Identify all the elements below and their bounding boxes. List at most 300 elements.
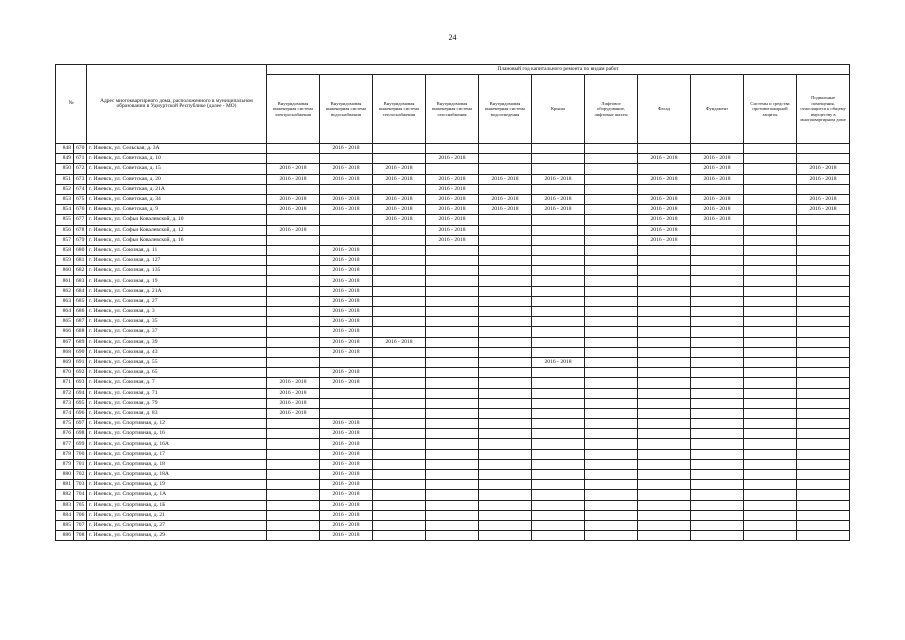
period-cell bbox=[373, 235, 426, 245]
period-cell bbox=[585, 388, 638, 398]
period-cell bbox=[691, 296, 744, 306]
mo-number: 698 bbox=[74, 429, 87, 439]
period-cell bbox=[479, 378, 532, 388]
mo-number: 700 bbox=[74, 449, 87, 459]
period-cell bbox=[426, 398, 479, 408]
row-number: 849 bbox=[56, 154, 74, 164]
period-cell bbox=[426, 480, 479, 490]
period-cell bbox=[691, 490, 744, 500]
period-cell: 2016 - 2018 bbox=[426, 194, 479, 204]
period-cell bbox=[744, 317, 797, 327]
period-cell bbox=[691, 398, 744, 408]
period-cell bbox=[744, 174, 797, 184]
period-cell bbox=[532, 286, 585, 296]
header-column: Внутридомовая инженерная система электроснабжения bbox=[267, 75, 320, 144]
address-cell: г. Ижевск, ул. Союзная, д. 19 bbox=[87, 276, 267, 286]
period-cell bbox=[585, 429, 638, 439]
period-cell bbox=[267, 337, 320, 347]
period-cell bbox=[373, 296, 426, 306]
period-cell bbox=[638, 276, 691, 286]
period-cell bbox=[744, 256, 797, 266]
period-cell bbox=[797, 449, 850, 459]
mo-number: 704 bbox=[74, 490, 87, 500]
row-number: 869 bbox=[56, 357, 74, 367]
period-cell bbox=[585, 184, 638, 194]
period-cell bbox=[532, 470, 585, 480]
period-cell bbox=[638, 327, 691, 337]
period-cell bbox=[585, 245, 638, 255]
period-cell bbox=[638, 520, 691, 530]
period-cell bbox=[638, 500, 691, 510]
mo-number: 691 bbox=[74, 357, 87, 367]
period-cell bbox=[691, 520, 744, 530]
period-cell bbox=[797, 500, 850, 510]
period-cell bbox=[744, 439, 797, 449]
header-column: Внутридомовая инженерная система газоснабжения bbox=[426, 75, 479, 144]
mo-number: 679 bbox=[74, 235, 87, 245]
period-cell bbox=[532, 388, 585, 398]
table-row bbox=[56, 337, 850, 347]
period-cell bbox=[797, 429, 850, 439]
period-cell bbox=[744, 378, 797, 388]
address-cell: г. Ижевск, ул. Советская, д. 10 bbox=[87, 154, 267, 164]
period-cell bbox=[585, 449, 638, 459]
table-row bbox=[56, 266, 850, 276]
row-number: 867 bbox=[56, 337, 74, 347]
period-cell bbox=[744, 490, 797, 500]
period-cell bbox=[426, 347, 479, 357]
period-cell bbox=[532, 459, 585, 469]
period-cell bbox=[373, 480, 426, 490]
row-number: 860 bbox=[56, 266, 74, 276]
period-cell bbox=[691, 245, 744, 255]
period-cell bbox=[797, 490, 850, 500]
period-cell bbox=[797, 307, 850, 317]
period-cell bbox=[373, 419, 426, 429]
period-cell: 2016 - 2018 bbox=[691, 215, 744, 225]
period-cell bbox=[744, 419, 797, 429]
period-cell bbox=[267, 357, 320, 367]
address-cell: г. Ижевск, ул. Союзная, д. 21А bbox=[87, 286, 267, 296]
period-cell bbox=[426, 470, 479, 480]
period-cell bbox=[479, 490, 532, 500]
period-cell: 2016 - 2018 bbox=[479, 194, 532, 204]
table-row bbox=[56, 205, 850, 215]
period-cell bbox=[797, 520, 850, 530]
period-cell bbox=[479, 510, 532, 520]
period-cell: 2016 - 2018 bbox=[638, 205, 691, 215]
mo-number: 708 bbox=[74, 531, 87, 541]
period-cell bbox=[585, 164, 638, 174]
period-cell bbox=[373, 307, 426, 317]
period-cell: 2016 - 2018 bbox=[373, 174, 426, 184]
table-row bbox=[56, 531, 850, 541]
period-cell: 2016 - 2018 bbox=[691, 174, 744, 184]
table-row bbox=[56, 357, 850, 367]
row-number: 886 bbox=[56, 531, 74, 541]
period-cell bbox=[479, 470, 532, 480]
period-cell bbox=[532, 276, 585, 286]
period-cell bbox=[479, 164, 532, 174]
header-column: Фундамент bbox=[691, 75, 744, 144]
period-cell bbox=[691, 368, 744, 378]
period-cell bbox=[532, 347, 585, 357]
period-cell bbox=[373, 470, 426, 480]
period-cell bbox=[585, 144, 638, 154]
period-cell bbox=[373, 327, 426, 337]
table-row bbox=[56, 510, 850, 520]
period-cell bbox=[426, 510, 479, 520]
period-cell bbox=[638, 378, 691, 388]
mo-number: 692 bbox=[74, 368, 87, 378]
period-cell bbox=[320, 398, 373, 408]
mo-number: 701 bbox=[74, 459, 87, 469]
period-cell bbox=[426, 429, 479, 439]
period-cell bbox=[532, 235, 585, 245]
period-cell bbox=[797, 184, 850, 194]
period-cell bbox=[585, 317, 638, 327]
period-cell bbox=[532, 337, 585, 347]
period-cell: 2016 - 2018 bbox=[267, 225, 320, 235]
period-cell bbox=[638, 307, 691, 317]
period-cell bbox=[320, 357, 373, 367]
period-cell bbox=[267, 429, 320, 439]
mo-number: 678 bbox=[74, 225, 87, 235]
address-cell: г. Ижевск, ул. Спортивная, д. 29 bbox=[87, 531, 267, 541]
period-cell bbox=[479, 327, 532, 337]
row-number: 878 bbox=[56, 449, 74, 459]
period-cell: 2016 - 2018 bbox=[320, 286, 373, 296]
period-cell bbox=[744, 184, 797, 194]
period-cell bbox=[744, 327, 797, 337]
period-cell bbox=[744, 388, 797, 398]
period-cell bbox=[797, 510, 850, 520]
period-cell bbox=[267, 256, 320, 266]
row-number: 880 bbox=[56, 470, 74, 480]
period-cell: 2016 - 2018 bbox=[426, 235, 479, 245]
period-cell bbox=[373, 449, 426, 459]
mo-number: 673 bbox=[74, 174, 87, 184]
period-cell bbox=[426, 317, 479, 327]
mo-number: 687 bbox=[74, 317, 87, 327]
period-cell bbox=[532, 317, 585, 327]
period-cell bbox=[426, 144, 479, 154]
period-cell bbox=[320, 235, 373, 245]
row-number: 855 bbox=[56, 215, 74, 225]
period-cell bbox=[426, 296, 479, 306]
row-number: 885 bbox=[56, 520, 74, 530]
period-cell bbox=[373, 347, 426, 357]
period-cell bbox=[267, 296, 320, 306]
period-cell bbox=[691, 337, 744, 347]
period-cell bbox=[638, 490, 691, 500]
period-cell bbox=[585, 470, 638, 480]
period-cell bbox=[638, 398, 691, 408]
period-cell bbox=[585, 368, 638, 378]
period-cell: 2016 - 2018 bbox=[320, 174, 373, 184]
period-cell bbox=[426, 357, 479, 367]
period-cell bbox=[479, 235, 532, 245]
period-cell bbox=[585, 235, 638, 245]
mo-number: 682 bbox=[74, 266, 87, 276]
period-cell bbox=[797, 531, 850, 541]
period-cell bbox=[373, 510, 426, 520]
header-column: Крыша bbox=[532, 75, 585, 144]
period-cell: 2016 - 2018 bbox=[320, 307, 373, 317]
mo-number: 677 bbox=[74, 215, 87, 225]
mo-number: 706 bbox=[74, 510, 87, 520]
period-cell bbox=[744, 215, 797, 225]
row-number: 863 bbox=[56, 296, 74, 306]
period-cell: 2016 - 2018 bbox=[320, 470, 373, 480]
period-cell bbox=[320, 408, 373, 418]
period-cell: 2016 - 2018 bbox=[797, 164, 850, 174]
period-cell: 2016 - 2018 bbox=[267, 164, 320, 174]
period-cell bbox=[373, 256, 426, 266]
address-cell: г. Ижевск, ул. Спортивная, д. 17 bbox=[87, 449, 267, 459]
period-cell: 2016 - 2018 bbox=[373, 337, 426, 347]
table-row bbox=[56, 317, 850, 327]
period-cell bbox=[373, 266, 426, 276]
row-number: 873 bbox=[56, 398, 74, 408]
period-cell bbox=[744, 398, 797, 408]
header-column: Фасад bbox=[638, 75, 691, 144]
period-cell: 2016 - 2018 bbox=[691, 154, 744, 164]
period-cell bbox=[744, 510, 797, 520]
mo-number: 699 bbox=[74, 439, 87, 449]
period-cell bbox=[797, 388, 850, 398]
period-cell bbox=[744, 266, 797, 276]
period-cell bbox=[638, 164, 691, 174]
period-cell bbox=[585, 266, 638, 276]
period-cell bbox=[267, 235, 320, 245]
address-cell: г. Ижевск, ул. Софьи Ковалевской, д. 16 bbox=[87, 235, 267, 245]
table-row bbox=[56, 398, 850, 408]
period-cell bbox=[638, 266, 691, 276]
period-cell: 2016 - 2018 bbox=[267, 388, 320, 398]
address-cell: г. Ижевск, ул. Союзная, д. 11 bbox=[87, 245, 267, 255]
period-cell bbox=[744, 286, 797, 296]
period-cell bbox=[744, 225, 797, 235]
period-cell bbox=[373, 317, 426, 327]
period-cell bbox=[373, 490, 426, 500]
row-number: 854 bbox=[56, 205, 74, 215]
period-cell bbox=[373, 357, 426, 367]
mo-number: 670 bbox=[74, 144, 87, 154]
period-cell bbox=[373, 500, 426, 510]
period-cell bbox=[585, 225, 638, 235]
period-cell bbox=[744, 205, 797, 215]
period-cell: 2016 - 2018 bbox=[638, 215, 691, 225]
mo-number: 693 bbox=[74, 378, 87, 388]
period-cell bbox=[479, 449, 532, 459]
period-cell: 2016 - 2018 bbox=[320, 347, 373, 357]
period-cell bbox=[638, 531, 691, 541]
period-cell bbox=[479, 480, 532, 490]
period-cell bbox=[691, 235, 744, 245]
period-cell: 2016 - 2018 bbox=[638, 235, 691, 245]
period-cell bbox=[744, 245, 797, 255]
period-cell: 2016 - 2018 bbox=[320, 194, 373, 204]
period-cell bbox=[585, 194, 638, 204]
period-cell bbox=[373, 225, 426, 235]
period-cell bbox=[797, 286, 850, 296]
period-cell bbox=[479, 357, 532, 367]
period-cell bbox=[638, 286, 691, 296]
table-row bbox=[56, 256, 850, 266]
period-cell: 2016 - 2018 bbox=[320, 266, 373, 276]
period-cell bbox=[267, 500, 320, 510]
period-cell bbox=[797, 225, 850, 235]
period-cell bbox=[797, 419, 850, 429]
period-cell bbox=[744, 531, 797, 541]
period-cell: 2016 - 2018 bbox=[426, 154, 479, 164]
header-column: Внутридомовая инженерная система теплоснабжения bbox=[373, 75, 426, 144]
period-cell bbox=[267, 144, 320, 154]
period-cell bbox=[320, 388, 373, 398]
period-cell: 2016 - 2018 bbox=[426, 215, 479, 225]
period-cell bbox=[691, 408, 744, 418]
period-cell bbox=[797, 144, 850, 154]
period-cell: 2016 - 2018 bbox=[320, 531, 373, 541]
table-row bbox=[56, 174, 850, 184]
period-cell bbox=[585, 286, 638, 296]
period-cell bbox=[585, 357, 638, 367]
period-cell bbox=[744, 296, 797, 306]
period-cell bbox=[426, 164, 479, 174]
period-cell bbox=[532, 368, 585, 378]
period-cell bbox=[267, 459, 320, 469]
period-cell bbox=[532, 225, 585, 235]
period-cell bbox=[744, 470, 797, 480]
period-cell bbox=[426, 459, 479, 469]
period-cell bbox=[532, 154, 585, 164]
period-cell bbox=[426, 490, 479, 500]
period-cell bbox=[532, 429, 585, 439]
row-number: 858 bbox=[56, 245, 74, 255]
period-cell bbox=[532, 256, 585, 266]
row-number: 871 bbox=[56, 378, 74, 388]
address-cell: г. Ижевск, ул. Союзная, д. 83 bbox=[87, 408, 267, 418]
period-cell: 2016 - 2018 bbox=[267, 408, 320, 418]
period-cell bbox=[744, 194, 797, 204]
period-cell: 2016 - 2018 bbox=[320, 520, 373, 530]
period-cell bbox=[267, 520, 320, 530]
period-cell bbox=[373, 368, 426, 378]
row-number: 879 bbox=[56, 459, 74, 469]
mo-number: 686 bbox=[74, 307, 87, 317]
address-cell: г. Ижевск, ул. Спортивная, д. 18А bbox=[87, 470, 267, 480]
period-cell bbox=[532, 266, 585, 276]
period-cell bbox=[797, 480, 850, 490]
period-cell bbox=[426, 256, 479, 266]
period-cell bbox=[691, 531, 744, 541]
period-cell: 2016 - 2018 bbox=[267, 174, 320, 184]
row-number: 883 bbox=[56, 500, 74, 510]
table-row bbox=[56, 419, 850, 429]
mo-number: 680 bbox=[74, 245, 87, 255]
period-cell: 2016 - 2018 bbox=[320, 164, 373, 174]
period-cell bbox=[797, 276, 850, 286]
table-row bbox=[56, 347, 850, 357]
period-cell bbox=[638, 245, 691, 255]
period-cell bbox=[691, 378, 744, 388]
period-cell bbox=[744, 347, 797, 357]
period-cell bbox=[532, 520, 585, 530]
period-cell bbox=[691, 480, 744, 490]
period-cell bbox=[638, 470, 691, 480]
period-cell bbox=[691, 429, 744, 439]
period-cell: 2016 - 2018 bbox=[267, 378, 320, 388]
address-cell: г. Ижевск, ул. Спортивная, д. 19 bbox=[87, 480, 267, 490]
period-cell bbox=[585, 490, 638, 500]
period-cell bbox=[532, 439, 585, 449]
row-number: 868 bbox=[56, 347, 74, 357]
period-cell bbox=[691, 439, 744, 449]
row-number: 870 bbox=[56, 368, 74, 378]
period-cell bbox=[267, 266, 320, 276]
period-cell bbox=[585, 531, 638, 541]
table-row bbox=[56, 439, 850, 449]
period-cell: 2016 - 2018 bbox=[320, 490, 373, 500]
period-cell bbox=[267, 245, 320, 255]
period-cell bbox=[479, 225, 532, 235]
row-number: 881 bbox=[56, 480, 74, 490]
period-cell bbox=[638, 337, 691, 347]
period-cell bbox=[797, 256, 850, 266]
header-column: Лифтовое оборудование, лифтовые шахты bbox=[585, 75, 638, 144]
period-cell bbox=[426, 307, 479, 317]
period-cell: 2016 - 2018 bbox=[373, 205, 426, 215]
period-cell: 2016 - 2018 bbox=[479, 205, 532, 215]
period-cell bbox=[479, 317, 532, 327]
address-cell: г. Ижевск, ул. Спортивная, д. 18 bbox=[87, 459, 267, 469]
row-number: 851 bbox=[56, 174, 74, 184]
period-cell: 2016 - 2018 bbox=[267, 194, 320, 204]
period-cell bbox=[638, 347, 691, 357]
period-cell bbox=[479, 429, 532, 439]
period-cell bbox=[479, 256, 532, 266]
table-row bbox=[56, 296, 850, 306]
period-cell: 2016 - 2018 bbox=[320, 500, 373, 510]
period-cell: 2016 - 2018 bbox=[320, 337, 373, 347]
row-number: 859 bbox=[56, 256, 74, 266]
row-number: 861 bbox=[56, 276, 74, 286]
period-cell bbox=[797, 154, 850, 164]
period-cell bbox=[373, 398, 426, 408]
period-cell bbox=[532, 490, 585, 500]
header-address: Адрес многоквартирного дома, расположенного в муниципальном образовании в Удмуртской Республике (далее - МО) bbox=[87, 65, 267, 144]
period-cell: 2016 - 2018 bbox=[691, 164, 744, 174]
period-cell bbox=[585, 307, 638, 317]
table-row bbox=[56, 184, 850, 194]
period-cell bbox=[426, 449, 479, 459]
period-cell bbox=[532, 480, 585, 490]
period-cell bbox=[585, 408, 638, 418]
period-cell: 2016 - 2018 bbox=[532, 194, 585, 204]
period-cell bbox=[267, 439, 320, 449]
address-cell: г. Ижевск, ул. Спортивная, д. 16 bbox=[87, 429, 267, 439]
address-cell: г. Ижевск, ул. Софьи Ковалевской, д. 12 bbox=[87, 225, 267, 235]
repair-schedule-table bbox=[55, 64, 850, 541]
period-cell bbox=[691, 510, 744, 520]
period-cell bbox=[479, 347, 532, 357]
period-cell bbox=[479, 215, 532, 225]
period-cell bbox=[744, 357, 797, 367]
period-cell bbox=[426, 286, 479, 296]
table-row bbox=[56, 245, 850, 255]
header-column: Внутридомовая инженерная система водоснабжения bbox=[320, 75, 373, 144]
